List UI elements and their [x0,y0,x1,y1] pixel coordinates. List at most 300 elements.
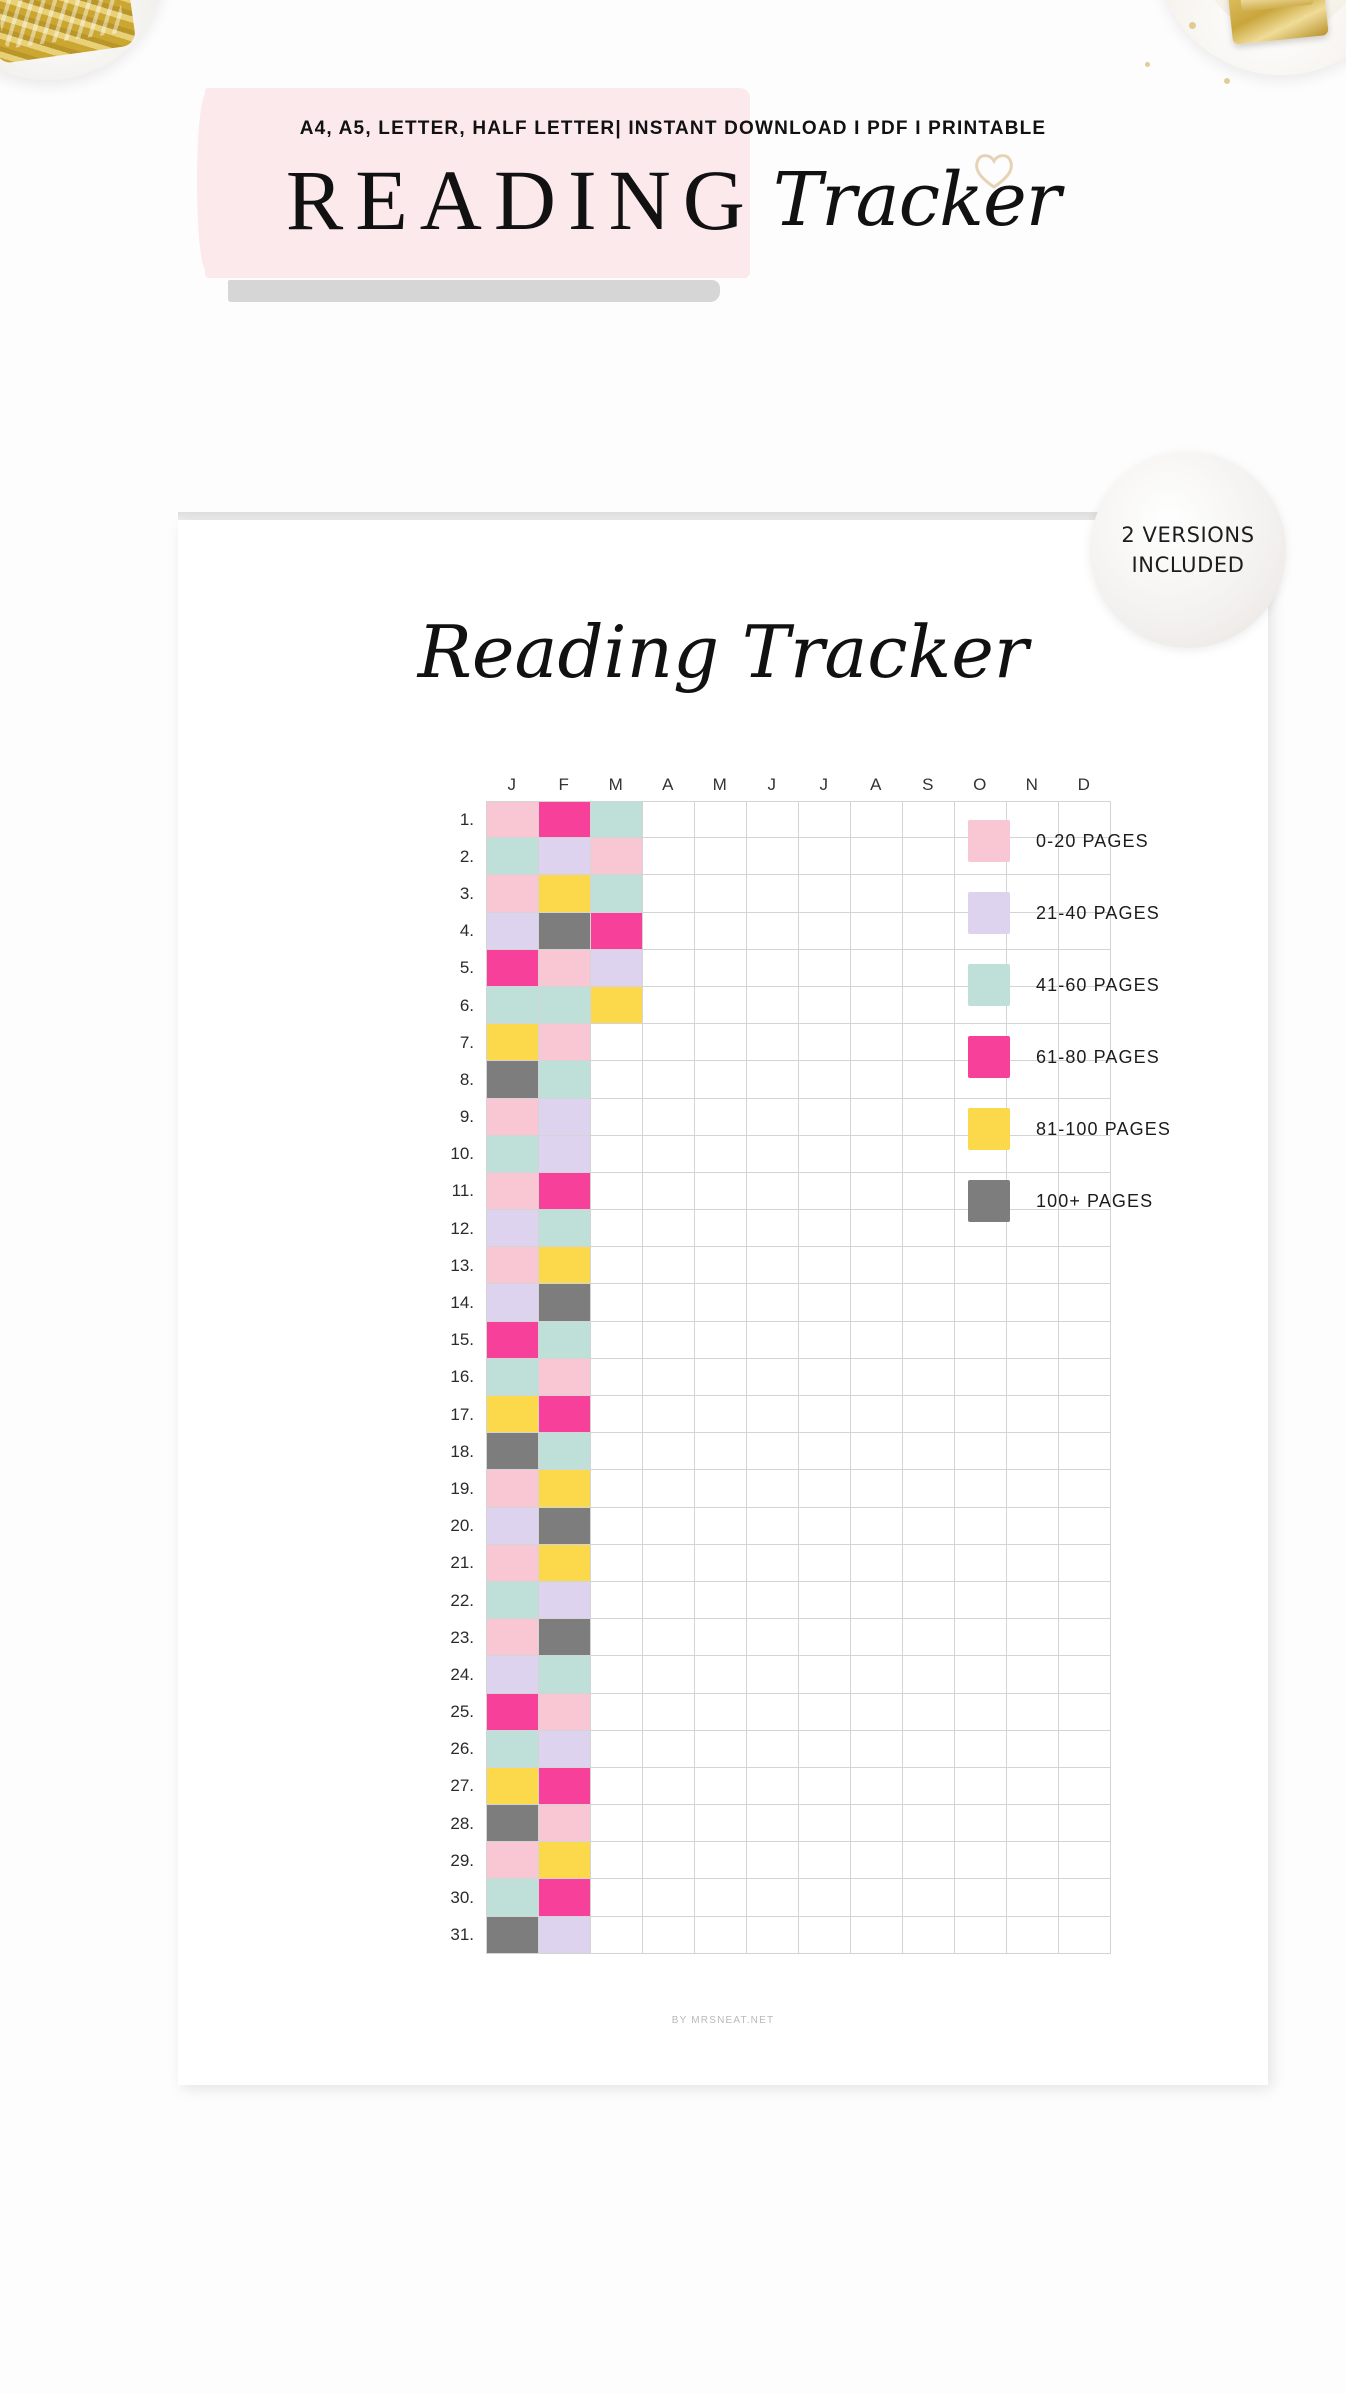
tracker-cell[interactable] [643,1024,695,1061]
tracker-cell[interactable] [799,1136,851,1173]
tracker-cell[interactable] [539,1322,591,1359]
tracker-cell[interactable] [903,1619,955,1656]
tracker-cell[interactable] [1007,1879,1059,1916]
tracker-cell[interactable] [591,1136,643,1173]
tracker-cell[interactable] [591,1842,643,1879]
tracker-cell[interactable] [695,1545,747,1582]
tracker-cell[interactable] [799,1284,851,1321]
tracker-cell[interactable] [851,1768,903,1805]
tracker-cell[interactable] [591,1470,643,1507]
tracker-cell[interactable] [539,1024,591,1061]
tracker-cell[interactable] [539,1731,591,1768]
tracker-cell[interactable] [747,1508,799,1545]
tracker-cell[interactable] [591,1582,643,1619]
tracker-cell[interactable] [1007,1768,1059,1805]
tracker-cell[interactable] [643,1284,695,1321]
tracker-cell[interactable] [643,1210,695,1247]
tracker-cell[interactable] [747,950,799,987]
tracker-cell[interactable] [591,1247,643,1284]
tracker-cell[interactable] [903,913,955,950]
tracker-cell[interactable] [1007,1731,1059,1768]
tracker-cell[interactable] [851,1917,903,1954]
tracker-cell[interactable] [643,1694,695,1731]
tracker-cell[interactable] [1059,1545,1111,1582]
tracker-cell[interactable] [903,1396,955,1433]
tracker-cell[interactable] [487,801,539,838]
tracker-cell[interactable] [487,1322,539,1359]
tracker-cell[interactable] [539,1359,591,1396]
tracker-cell[interactable] [695,1656,747,1693]
tracker-cell[interactable] [643,1396,695,1433]
tracker-cell[interactable] [643,1879,695,1916]
tracker-cell[interactable] [487,1210,539,1247]
tracker-cell[interactable] [1059,1656,1111,1693]
tracker-cell[interactable] [799,1619,851,1656]
tracker-cell[interactable] [799,801,851,838]
tracker-cell[interactable] [851,1099,903,1136]
tracker-cell[interactable] [851,1173,903,1210]
tracker-cell[interactable] [591,1433,643,1470]
tracker-cell[interactable] [747,875,799,912]
tracker-cell[interactable] [799,1768,851,1805]
tracker-cell[interactable] [799,1247,851,1284]
tracker-cell[interactable] [903,1582,955,1619]
tracker-cell[interactable] [851,1694,903,1731]
tracker-cell[interactable] [851,1322,903,1359]
tracker-cell[interactable] [903,1359,955,1396]
tracker-cell[interactable] [799,1842,851,1879]
tracker-cell[interactable] [487,875,539,912]
tracker-cell[interactable] [955,1470,1007,1507]
tracker-cell[interactable] [799,1545,851,1582]
tracker-cell[interactable] [799,1396,851,1433]
tracker-cell[interactable] [1007,1582,1059,1619]
tracker-cell[interactable] [539,1917,591,1954]
tracker-cell[interactable] [747,838,799,875]
tracker-cell[interactable] [799,987,851,1024]
tracker-cell[interactable] [695,1508,747,1545]
tracker-cell[interactable] [539,1284,591,1321]
tracker-cell[interactable] [695,1322,747,1359]
tracker-cell[interactable] [539,950,591,987]
tracker-cell[interactable] [487,1768,539,1805]
tracker-cell[interactable] [695,1731,747,1768]
tracker-cell[interactable] [903,838,955,875]
tracker-cell[interactable] [747,1247,799,1284]
tracker-cell[interactable] [643,987,695,1024]
tracker-cell[interactable] [903,987,955,1024]
tracker-cell[interactable] [695,1136,747,1173]
tracker-cell[interactable] [903,1805,955,1842]
tracker-cell[interactable] [591,1545,643,1582]
tracker-cell[interactable] [903,1433,955,1470]
tracker-cell[interactable] [747,1656,799,1693]
tracker-cell[interactable] [695,1842,747,1879]
tracker-cell[interactable] [851,1470,903,1507]
tracker-cell[interactable] [1007,1433,1059,1470]
tracker-cell[interactable] [539,1842,591,1879]
tracker-cell[interactable] [487,1545,539,1582]
tracker-cell[interactable] [1059,1879,1111,1916]
tracker-cell[interactable] [487,838,539,875]
tracker-cell[interactable] [695,1396,747,1433]
tracker-cell[interactable] [695,950,747,987]
tracker-cell[interactable] [799,1024,851,1061]
tracker-cell[interactable] [643,1805,695,1842]
tracker-cell[interactable] [695,1694,747,1731]
tracker-cell[interactable] [955,1879,1007,1916]
tracker-cell[interactable] [747,1322,799,1359]
tracker-cell[interactable] [643,1582,695,1619]
tracker-cell[interactable] [591,1768,643,1805]
tracker-cell[interactable] [851,1545,903,1582]
tracker-cell[interactable] [747,1545,799,1582]
tracker-cell[interactable] [643,1247,695,1284]
tracker-cell[interactable] [851,1619,903,1656]
tracker-cell[interactable] [903,1099,955,1136]
tracker-cell[interactable] [851,1210,903,1247]
tracker-cell[interactable] [643,1061,695,1098]
tracker-cell[interactable] [1007,1619,1059,1656]
tracker-cell[interactable] [799,1694,851,1731]
tracker-cell[interactable] [903,1879,955,1916]
tracker-cell[interactable] [799,1433,851,1470]
tracker-cell[interactable] [695,1433,747,1470]
tracker-cell[interactable] [487,1656,539,1693]
tracker-cell[interactable] [903,1656,955,1693]
tracker-cell[interactable] [539,1210,591,1247]
tracker-cell[interactable] [539,1805,591,1842]
tracker-cell[interactable] [1059,1470,1111,1507]
tracker-cell[interactable] [643,1842,695,1879]
tracker-cell[interactable] [799,1917,851,1954]
tracker-cell[interactable] [539,1173,591,1210]
tracker-cell[interactable] [955,1619,1007,1656]
tracker-cell[interactable] [851,950,903,987]
tracker-cell[interactable] [903,1694,955,1731]
tracker-cell[interactable] [747,1099,799,1136]
tracker-cell[interactable] [591,1396,643,1433]
tracker-cell[interactable] [851,1879,903,1916]
tracker-cell[interactable] [955,1322,1007,1359]
tracker-cell[interactable] [487,1099,539,1136]
tracker-cell[interactable] [799,1731,851,1768]
tracker-cell[interactable] [591,1508,643,1545]
tracker-cell[interactable] [539,1768,591,1805]
tracker-cell[interactable] [799,1470,851,1507]
tracker-cell[interactable] [643,1619,695,1656]
tracker-cell[interactable] [539,1619,591,1656]
tracker-cell[interactable] [539,1433,591,1470]
tracker-cell[interactable] [799,1656,851,1693]
tracker-cell[interactable] [539,1545,591,1582]
tracker-cell[interactable] [591,838,643,875]
tracker-cell[interactable] [539,1136,591,1173]
tracker-cell[interactable] [591,1173,643,1210]
tracker-cell[interactable] [643,801,695,838]
tracker-cell[interactable] [851,1024,903,1061]
tracker-cell[interactable] [695,1768,747,1805]
tracker-cell[interactable] [851,1247,903,1284]
tracker-cell[interactable] [747,1396,799,1433]
tracker-cell[interactable] [1059,1433,1111,1470]
tracker-cell[interactable] [591,801,643,838]
tracker-cell[interactable] [747,913,799,950]
tracker-cell[interactable] [487,1173,539,1210]
tracker-cell[interactable] [747,1731,799,1768]
tracker-cell[interactable] [591,1731,643,1768]
tracker-cell[interactable] [643,1768,695,1805]
tracker-cell[interactable] [955,1731,1007,1768]
tracker-cell[interactable] [955,1396,1007,1433]
tracker-cell[interactable] [643,1731,695,1768]
tracker-cell[interactable] [851,875,903,912]
tracker-cell[interactable] [1059,1619,1111,1656]
tracker-cell[interactable] [955,1694,1007,1731]
tracker-cell[interactable] [487,1024,539,1061]
tracker-cell[interactable] [591,1656,643,1693]
tracker-cell[interactable] [747,1768,799,1805]
tracker-cell[interactable] [695,1619,747,1656]
tracker-cell[interactable] [591,875,643,912]
tracker-cell[interactable] [591,1805,643,1842]
tracker-cell[interactable] [487,987,539,1024]
tracker-cell[interactable] [851,1359,903,1396]
tracker-cell[interactable] [799,1173,851,1210]
tracker-cell[interactable] [903,1210,955,1247]
tracker-cell[interactable] [851,1842,903,1879]
tracker-cell[interactable] [955,1805,1007,1842]
tracker-cell[interactable] [799,1508,851,1545]
tracker-cell[interactable] [591,1694,643,1731]
tracker-cell[interactable] [539,1582,591,1619]
tracker-cell[interactable] [539,1879,591,1916]
tracker-cell[interactable] [1007,1842,1059,1879]
tracker-cell[interactable] [591,1024,643,1061]
tracker-cell[interactable] [851,1582,903,1619]
tracker-cell[interactable] [955,1247,1007,1284]
tracker-cell[interactable] [487,1879,539,1916]
tracker-cell[interactable] [955,1508,1007,1545]
tracker-cell[interactable] [747,1694,799,1731]
tracker-cell[interactable] [487,1470,539,1507]
tracker-cell[interactable] [903,1322,955,1359]
tracker-cell[interactable] [1007,1322,1059,1359]
tracker-cell[interactable] [487,1917,539,1954]
tracker-cell[interactable] [695,1879,747,1916]
tracker-cell[interactable] [695,838,747,875]
tracker-cell[interactable] [643,1656,695,1693]
tracker-cell[interactable] [747,1470,799,1507]
tracker-cell[interactable] [799,1582,851,1619]
tracker-cell[interactable] [539,801,591,838]
tracker-cell[interactable] [539,1694,591,1731]
tracker-cell[interactable] [591,1210,643,1247]
tracker-cell[interactable] [591,1619,643,1656]
tracker-cell[interactable] [643,1322,695,1359]
tracker-cell[interactable] [747,1805,799,1842]
tracker-cell[interactable] [487,1396,539,1433]
tracker-cell[interactable] [1059,1731,1111,1768]
tracker-cell[interactable] [539,1470,591,1507]
tracker-cell[interactable] [799,838,851,875]
tracker-cell[interactable] [539,1099,591,1136]
tracker-cell[interactable] [903,950,955,987]
tracker-cell[interactable] [1059,1582,1111,1619]
tracker-cell[interactable] [747,1173,799,1210]
tracker-cell[interactable] [903,1247,955,1284]
tracker-cell[interactable] [591,1099,643,1136]
tracker-cell[interactable] [955,1545,1007,1582]
tracker-cell[interactable] [903,1173,955,1210]
tracker-cell[interactable] [695,1099,747,1136]
tracker-cell[interactable] [747,1136,799,1173]
tracker-cell[interactable] [851,1284,903,1321]
tracker-cell[interactable] [851,913,903,950]
tracker-cell[interactable] [487,950,539,987]
tracker-cell[interactable] [747,1024,799,1061]
tracker-cell[interactable] [747,1433,799,1470]
tracker-cell[interactable] [851,801,903,838]
tracker-cell[interactable] [1059,1247,1111,1284]
tracker-cell[interactable] [1007,1284,1059,1321]
tracker-cell[interactable] [903,1470,955,1507]
tracker-cell[interactable] [903,875,955,912]
tracker-cell[interactable] [591,1917,643,1954]
tracker-cell[interactable] [851,1805,903,1842]
tracker-cell[interactable] [539,838,591,875]
tracker-cell[interactable] [799,1879,851,1916]
tracker-cell[interactable] [643,1508,695,1545]
tracker-cell[interactable] [799,1210,851,1247]
tracker-cell[interactable] [487,1061,539,1098]
tracker-cell[interactable] [799,950,851,987]
tracker-cell[interactable] [1007,1470,1059,1507]
tracker-cell[interactable] [903,1284,955,1321]
tracker-cell[interactable] [903,1024,955,1061]
tracker-cell[interactable] [643,1470,695,1507]
tracker-cell[interactable] [799,913,851,950]
tracker-cell[interactable] [487,913,539,950]
tracker-cell[interactable] [487,1731,539,1768]
tracker-cell[interactable] [1059,1917,1111,1954]
tracker-cell[interactable] [851,1061,903,1098]
tracker-cell[interactable] [1007,1545,1059,1582]
tracker-cell[interactable] [799,1359,851,1396]
tracker-cell[interactable] [487,1582,539,1619]
tracker-cell[interactable] [591,1061,643,1098]
tracker-cell[interactable] [487,1619,539,1656]
tracker-cell[interactable] [643,1359,695,1396]
tracker-cell[interactable] [1059,1284,1111,1321]
tracker-cell[interactable] [747,1359,799,1396]
tracker-cell[interactable] [487,1508,539,1545]
tracker-cell[interactable] [851,1396,903,1433]
tracker-cell[interactable] [643,1099,695,1136]
tracker-cell[interactable] [643,1433,695,1470]
tracker-cell[interactable] [695,1024,747,1061]
tracker-cell[interactable] [747,1917,799,1954]
tracker-cell[interactable] [955,1582,1007,1619]
tracker-cell[interactable] [955,1433,1007,1470]
tracker-cell[interactable] [747,1284,799,1321]
tracker-cell[interactable] [1007,1508,1059,1545]
tracker-cell[interactable] [643,838,695,875]
tracker-cell[interactable] [487,1694,539,1731]
tracker-cell[interactable] [851,987,903,1024]
tracker-cell[interactable] [1007,1247,1059,1284]
tracker-cell[interactable] [747,801,799,838]
tracker-cell[interactable] [695,1582,747,1619]
tracker-cell[interactable] [903,1545,955,1582]
tracker-cell[interactable] [851,838,903,875]
tracker-cell[interactable] [799,1805,851,1842]
tracker-cell[interactable] [903,1731,955,1768]
tracker-cell[interactable] [643,1136,695,1173]
tracker-cell[interactable] [695,1061,747,1098]
tracker-cell[interactable] [695,1247,747,1284]
tracker-cell[interactable] [1007,1917,1059,1954]
tracker-cell[interactable] [539,1656,591,1693]
tracker-cell[interactable] [903,1136,955,1173]
tracker-cell[interactable] [487,1284,539,1321]
tracker-cell[interactable] [955,1284,1007,1321]
tracker-cell[interactable] [747,1210,799,1247]
tracker-cell[interactable] [1059,1359,1111,1396]
tracker-cell[interactable] [591,913,643,950]
tracker-cell[interactable] [591,1322,643,1359]
tracker-cell[interactable] [487,1247,539,1284]
tracker-cell[interactable] [851,1656,903,1693]
tracker-cell[interactable] [799,1099,851,1136]
tracker-cell[interactable] [799,875,851,912]
tracker-cell[interactable] [955,1768,1007,1805]
tracker-cell[interactable] [643,950,695,987]
tracker-cell[interactable] [695,987,747,1024]
tracker-cell[interactable] [747,1061,799,1098]
tracker-cell[interactable] [695,1470,747,1507]
tracker-cell[interactable] [487,1433,539,1470]
tracker-cell[interactable] [643,1173,695,1210]
tracker-cell[interactable] [539,987,591,1024]
tracker-cell[interactable] [643,1545,695,1582]
tracker-cell[interactable] [1059,1768,1111,1805]
tracker-cell[interactable] [851,1136,903,1173]
tracker-cell[interactable] [695,875,747,912]
tracker-cell[interactable] [643,1917,695,1954]
tracker-cell[interactable] [903,1842,955,1879]
tracker-cell[interactable] [591,1284,643,1321]
tracker-cell[interactable] [539,1508,591,1545]
tracker-cell[interactable] [591,1879,643,1916]
tracker-cell[interactable] [903,1917,955,1954]
tracker-cell[interactable] [903,801,955,838]
tracker-cell[interactable] [799,1322,851,1359]
tracker-cell[interactable] [1059,1805,1111,1842]
tracker-cell[interactable] [903,1061,955,1098]
tracker-cell[interactable] [487,1805,539,1842]
tracker-cell[interactable] [695,1805,747,1842]
tracker-cell[interactable] [1007,1359,1059,1396]
tracker-cell[interactable] [747,1842,799,1879]
tracker-cell[interactable] [591,950,643,987]
tracker-cell[interactable] [539,1061,591,1098]
tracker-cell[interactable] [955,1842,1007,1879]
tracker-cell[interactable] [799,1061,851,1098]
tracker-cell[interactable] [539,1396,591,1433]
tracker-cell[interactable] [487,1359,539,1396]
tracker-cell[interactable] [1059,1694,1111,1731]
